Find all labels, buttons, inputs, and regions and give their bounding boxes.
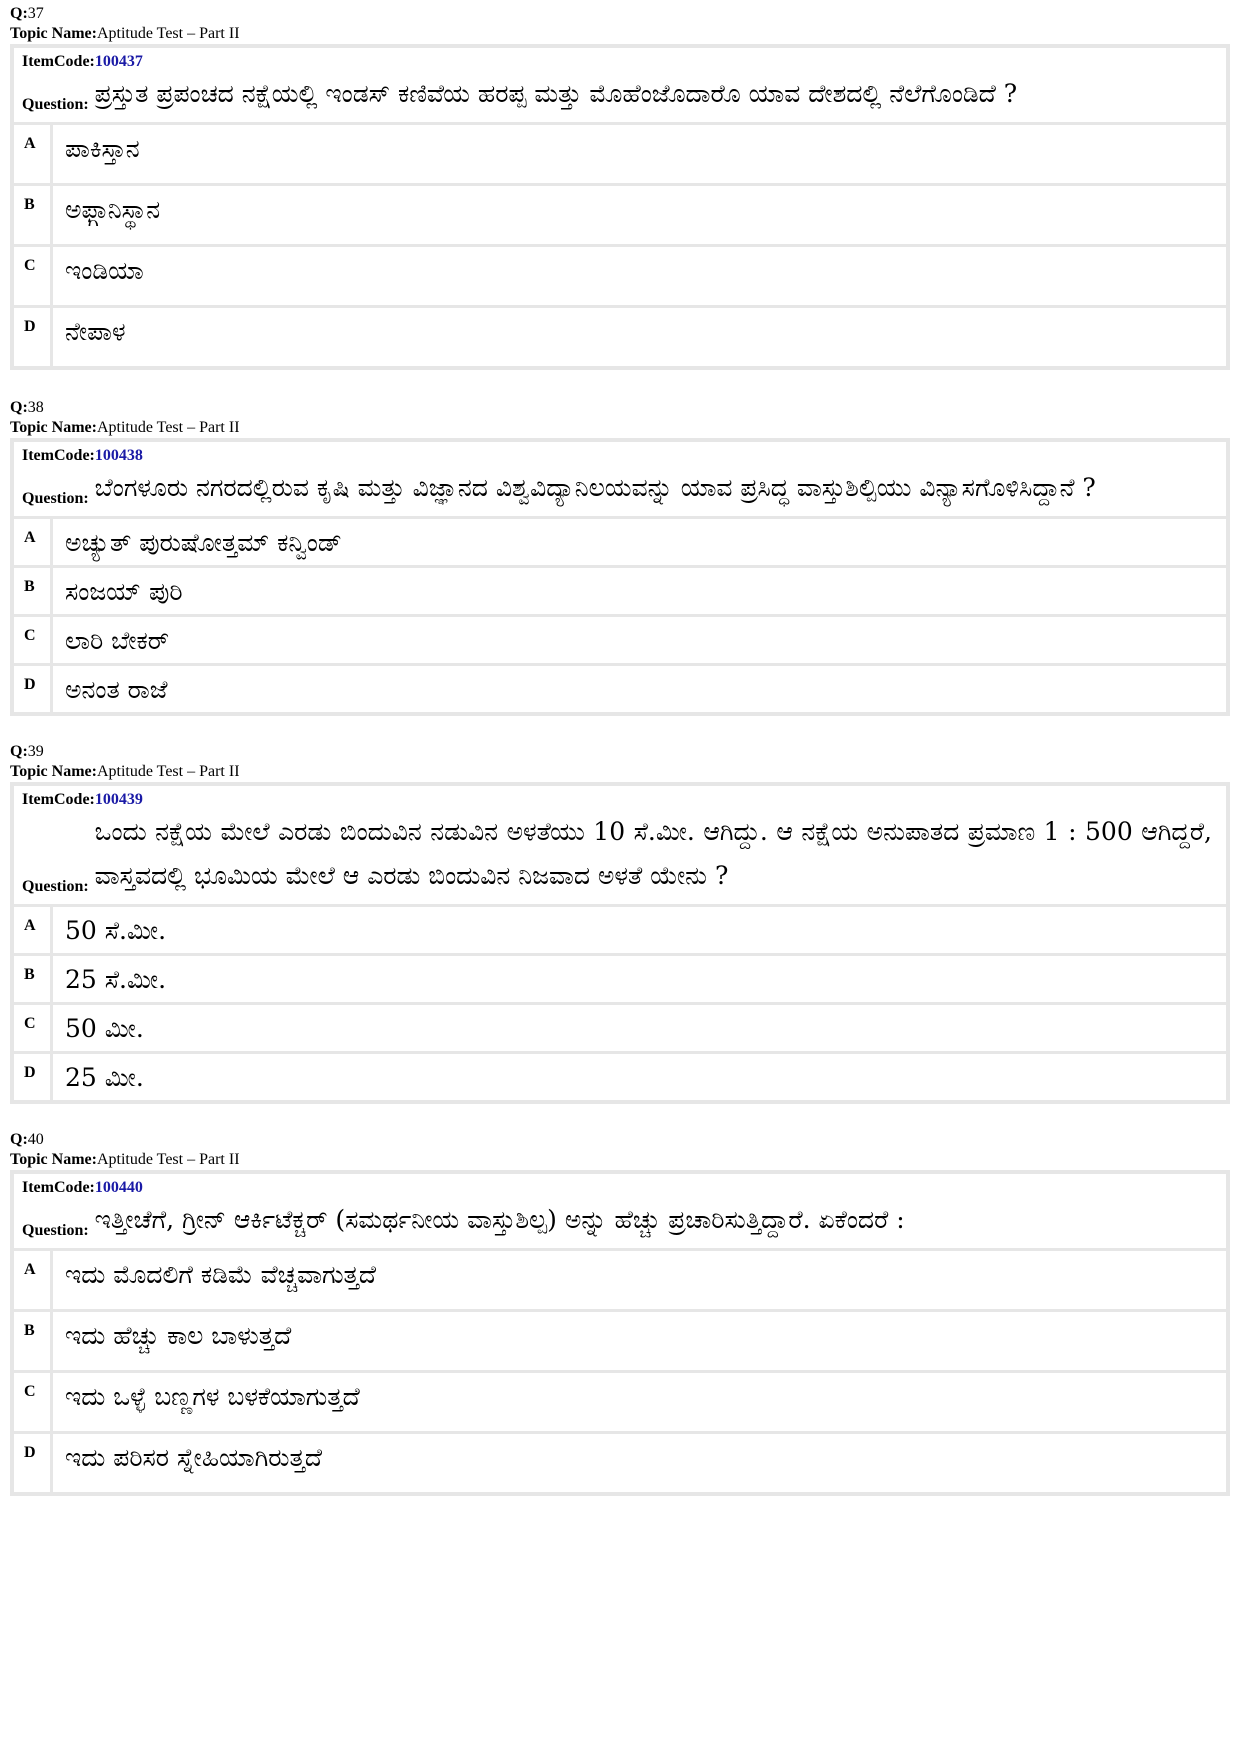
question-box (10, 44, 1230, 370)
question-block-40 (10, 1130, 1230, 1496)
item-code: ItemCode:100438 (22, 447, 143, 464)
option-label: C (14, 247, 53, 305)
option-text: ಲಾರಿ ಬೇಕರ್ (65, 626, 170, 655)
option-label: B (14, 956, 53, 1002)
option-c[interactable] (14, 617, 1226, 666)
question-label: Question: (22, 878, 89, 895)
question-number: Q:37 (10, 5, 44, 22)
option-label: A (14, 519, 53, 565)
option-label: D (14, 666, 53, 712)
option-text: ಇದು ಮೊದಲಿಗೆ ಕಡಿಮೆ ವೆಚ್ಚವಾಗುತ್ತದೆ (65, 1260, 377, 1289)
question-label: Question: (22, 1222, 89, 1239)
option-text: ಇಂಡಿಯಾ (65, 256, 144, 285)
option-b[interactable] (14, 186, 1226, 247)
option-text: ಇದು ಹೆಚ್ಚು ಕಾಲ ಬಾಳುತ್ತದೆ (65, 1321, 292, 1350)
option-c[interactable] (14, 247, 1226, 308)
option-a[interactable] (14, 1251, 1226, 1312)
option-label: C (14, 1373, 53, 1431)
option-b[interactable] (14, 568, 1226, 617)
question-text: ಇತ್ತೀಚೆಗೆ, ಗ್ರೀನ್ ಆರ್ಕಿಟೆಕ್ಚರ್ (ಸಮರ್ಥನೀಯ ವಾಸ್ತುಶಿಲ್ಪ) ಅನ್ನು ಹೆಚ್ಚು ಪ್ರಚಾರಿಸುತ್ತಿದ್ದಾರೆ. ಏಕೆಂದರೆ : (94, 1205, 905, 1234)
topic-name: Topic Name:Aptitude Test – Part II (10, 419, 240, 436)
option-text: ಪಾಕಿಸ್ತಾನ (65, 134, 140, 163)
option-d[interactable] (14, 1434, 1226, 1492)
option-label: B (14, 1312, 53, 1370)
option-text: 25 ಮೀ. (65, 1063, 144, 1092)
item-code: ItemCode:100439 (22, 791, 143, 808)
question-box (10, 782, 1230, 1104)
question-number: Q:38 (10, 399, 44, 416)
question-label: Question: (22, 96, 89, 113)
option-d[interactable] (14, 308, 1226, 366)
option-text: 50 ಸೆ.ಮೀ. (65, 916, 167, 945)
option-label: A (14, 1251, 53, 1309)
option-text: ಇದು ಒಳ್ಳೆ ಬಣ್ಣಗಳ ಬಳಕೆಯಾಗುತ್ತದೆ (65, 1382, 360, 1411)
question-block-38 (10, 398, 1230, 716)
question-cell (14, 442, 1226, 519)
option-label: D (14, 1054, 53, 1100)
option-c[interactable] (14, 1373, 1226, 1434)
question-cell (14, 48, 1226, 125)
question-text: ಪ್ರಸ್ತುತ ಪ್ರಪಂಚದ ನಕ್ಷೆಯಲ್ಲಿ ಇಂಡಸ್ ಕಣಿವೆಯ ಹರಪ್ಪ ಮತ್ತು ಮೊಹೆಂಜೊದಾರೊ ಯಾವ ದೇಶದಲ್ಲಿ ನೆಲೆಗೊಂಡಿದೆ ? (94, 79, 1018, 108)
topic-name: Topic Name:Aptitude Test – Part II (10, 25, 240, 42)
option-label: A (14, 907, 53, 953)
option-text: ಅಚ್ಯುತ್ ಪುರುಷೋತ್ತಮ್ ಕನ್ವಿಂಡ್ (65, 528, 342, 557)
option-a[interactable] (14, 125, 1226, 186)
option-d[interactable] (14, 666, 1226, 712)
question-label: Question: (22, 490, 89, 507)
question-text: ಒಂದು ನಕ್ಷೆಯ ಮೇಲೆ ಎರಡು ಬಿಂದುವಿನ ನಡುವಿನ ಅಳತೆಯು 10 ಸೆ.ಮೀ. ಆಗಿದ್ದು. ಆ ನಕ್ಷೆಯ ಅನುಪಾತದ ಪ್ರಮಾಣ 1 : 500 ಆಗಿದ್ದರೆ, ವಾಸ್ತವದಲ್ಲಿ ಭೂಮಿಯ ಮೇಲೆ ಆ ಎರಡು ಬಿಂದುವಿನ ನಿಜವಾದ ಅಳತೆ ಯೇನು ? (94, 817, 1212, 890)
option-b[interactable] (14, 1312, 1226, 1373)
option-label: B (14, 568, 53, 614)
question-box (10, 1170, 1230, 1496)
option-text: ಅಫ್ಗಾನಿಸ್ಥಾನ (65, 195, 161, 224)
question-block-37 (10, 4, 1230, 370)
option-label: D (14, 308, 53, 366)
question-number: Q:40 (10, 1131, 44, 1148)
option-text: 25 ಸೆ.ಮೀ. (65, 965, 167, 994)
option-d[interactable] (14, 1054, 1226, 1100)
question-text: ಬೆಂಗಳೂರು ನಗರದಲ್ಲಿರುವ ಕೃಷಿ ಮತ್ತು ವಿಜ್ಞಾನದ ವಿಶ್ವವಿದ್ಯಾನಿಲಯವನ್ನು ಯಾವ ಪ್ರಸಿದ್ಧ ವಾಸ್ತುಶಿಲ್ಪಿಯು ವಿನ್ಯಾಸಗೊಳಿಸಿದ್ದಾನೆ ? (94, 473, 1096, 502)
topic-name: Topic Name:Aptitude Test – Part II (10, 763, 240, 780)
option-text: ನೇಪಾಳ (65, 317, 126, 346)
option-label: C (14, 617, 53, 663)
item-code: ItemCode:100440 (22, 1179, 143, 1196)
option-text: ಅನಂತ ರಾಜೆ (65, 675, 168, 704)
option-label: B (14, 186, 53, 244)
option-b[interactable] (14, 956, 1226, 1005)
option-text: 50 ಮೀ. (65, 1014, 144, 1043)
question-cell (14, 786, 1226, 907)
question-number: Q:39 (10, 743, 44, 760)
option-label: C (14, 1005, 53, 1051)
option-label: D (14, 1434, 53, 1492)
question-box (10, 438, 1230, 716)
option-label: A (14, 125, 53, 183)
option-text: ಇದು ಪರಿಸರ ಸ್ನೇಹಿಯಾಗಿರುತ್ತದೆ (65, 1443, 322, 1472)
question-block-39 (10, 742, 1230, 1104)
question-cell (14, 1174, 1226, 1251)
item-code: ItemCode:100437 (22, 53, 143, 70)
option-a[interactable] (14, 519, 1226, 568)
option-a[interactable] (14, 907, 1226, 956)
option-c[interactable] (14, 1005, 1226, 1054)
option-text: ಸಂಜಯ್ ಪುರಿ (65, 577, 183, 606)
topic-name: Topic Name:Aptitude Test – Part II (10, 1151, 240, 1168)
